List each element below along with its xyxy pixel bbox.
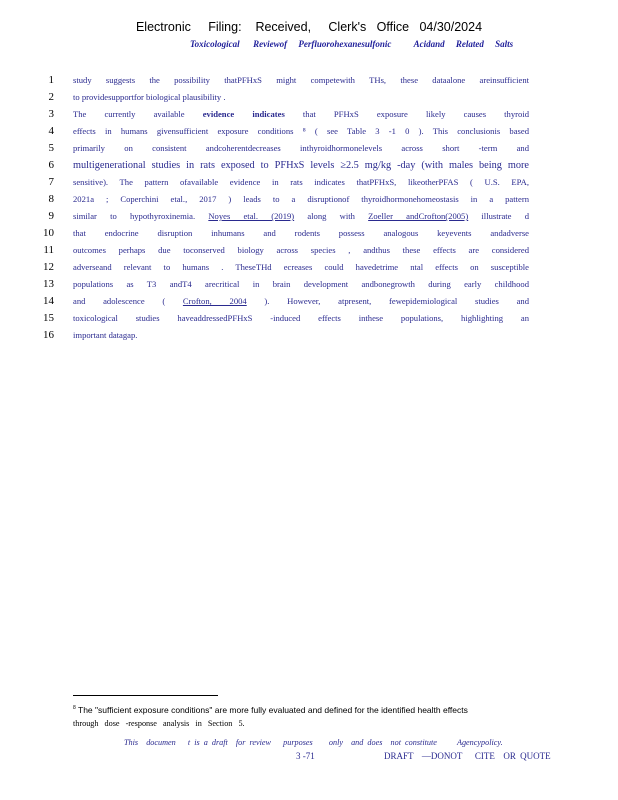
line-number: 5 — [48, 142, 54, 154]
line-text: 2021a ; Coperchini etal., 2017 ) leads to a disruptionof thyroidhormonehomeostasis in a pattern — [73, 194, 529, 204]
text-line — [0, 328, 618, 343]
line-number: 16 — [43, 329, 54, 341]
line-text: outcomes perhaps due toconserved biology across species , andthus these effects are considered — [73, 245, 529, 255]
line-number: 12 — [43, 261, 54, 273]
text-line — [0, 124, 618, 139]
text-line — [0, 243, 618, 258]
footnote-line: through dose -response analysis in Section 5. — [73, 718, 245, 728]
line-number: 2 — [48, 91, 54, 103]
text-line — [0, 175, 618, 190]
line-number: 7 — [48, 176, 54, 188]
line-text: sensitive). The pattern ofavailable evidence in rats indicates thatPFHxS, likeotherPFAS ( U.S. EPA, — [73, 177, 529, 187]
line-number: 15 — [43, 312, 54, 324]
line-text: adverseand relevant to humans . TheseTHd ecreases could havedetrime ntal effects on susceptible — [73, 262, 529, 272]
line-text: to providesupportfor biological plausibility . — [73, 92, 226, 102]
draft-disclaimer: This documen t is a draft for review purposes only and does not constitute Agencypolicy. — [124, 738, 503, 747]
draft-stamp: DRAFT —DONOT CITE OR QUOTE — [384, 751, 551, 761]
line-text: similar to hypothyroxinemia. Noyes etal. (2019) along with Zoeller andCrofton(2005) illustrate d — [73, 211, 529, 221]
line-number: 8 — [48, 193, 54, 205]
line-text: study suggests the possibility thatPFHxS might competewith THs, these dataalone areinsufficient — [73, 75, 529, 85]
line-text: toxicological studies haveaddressedPFHxS -induced effects inthese populations, highlighting an — [73, 313, 529, 323]
text-line — [0, 294, 618, 309]
line-text: primarily on consistent andcoherentdecreases inthyroidhormonelevels across short -term and — [73, 143, 529, 153]
text-line — [0, 90, 618, 105]
line-text: populations as T3 andT4 arecritical in brain development andbonegrowth during early childhood — [73, 279, 529, 289]
citation-link-crofton[interactable]: Crofton, 2004 — [182, 296, 247, 306]
text-line — [0, 192, 618, 207]
text-line — [0, 158, 618, 173]
filing-stamp: Electronic Filing: Received, Clerk's Office 04/30/2024 — [135, 20, 483, 34]
line-number: 3 — [48, 108, 54, 120]
text-line — [0, 311, 618, 326]
running-title: Toxicological Reviewof Perfluorohexanesulfonic Acidand Related Salts — [190, 39, 514, 49]
citation-link-zoeller[interactable]: Zoeller andCrofton(2005) — [368, 211, 469, 221]
page-number: 3 -71 — [296, 751, 315, 761]
footnote-line — [73, 702, 533, 717]
line-text: and adolescence ( Crofton, 2004 ). However, atpresent, fewepidemiological studies and — [73, 296, 529, 306]
citation-link-noyes[interactable]: Noyes etal. (2019) — [208, 211, 295, 221]
text-line — [0, 73, 618, 88]
emphasis-text: evidence indicates — [202, 109, 285, 119]
line-text: The currently available evidence indicates that PFHxS exposure likely causes thyroid — [73, 109, 529, 119]
line-number: 6 — [48, 159, 54, 171]
text-line — [0, 260, 618, 275]
line-text: important datagap. — [73, 330, 138, 340]
text-line — [0, 277, 618, 292]
footnote-marker: 8 — [73, 705, 76, 711]
line-number: 13 — [43, 278, 54, 290]
text-line — [0, 141, 618, 156]
text-line — [0, 209, 618, 224]
line-text: multigenerational studies in rats exposed to PFHxS levels ≥2.5 mg/kg -day (with males being more — [73, 160, 529, 171]
text-line — [0, 107, 618, 122]
footnote-divider — [73, 695, 218, 696]
line-number: 1 — [48, 74, 54, 86]
footnote — [73, 702, 533, 730]
text-line — [0, 226, 618, 241]
line-number: 9 — [48, 210, 54, 222]
line-number: 10 — [43, 227, 54, 239]
line-text: effects in humans givensufficient exposure conditions ⁸ ( see Table 3 -1 0 ). This conclusionis based — [73, 126, 529, 136]
line-number: 4 — [48, 125, 54, 137]
line-text: that endocrine disruption inhumans and rodents possess analogous keyevents andadverse — [73, 228, 529, 238]
footnote-text: The "sufficient exposure conditions" are more fully evaluated and defined for the identified health effects — [78, 704, 468, 715]
line-number: 14 — [43, 295, 54, 307]
line-number: 11 — [43, 244, 54, 256]
